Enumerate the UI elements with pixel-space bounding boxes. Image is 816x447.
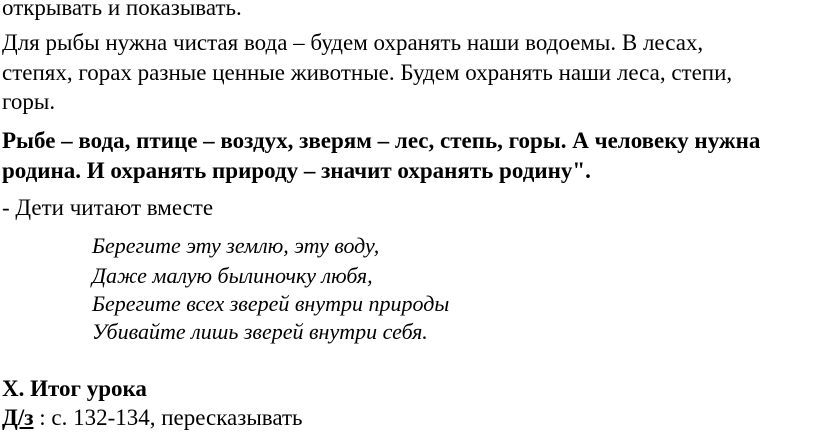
section-title: X. Итог урока [2, 376, 147, 401]
paragraph-line: горы. [2, 89, 56, 114]
poem-line: Даже малую былиночку любя, [92, 263, 373, 288]
paragraph-line: степях, горах разные ценные животные. Будем охранять наши леса, степи, [2, 60, 733, 85]
paragraph-line: открывать и показывать. [2, 0, 242, 20]
instruction-text: - Дети читают вместе [2, 195, 214, 220]
bold-paragraph-line: родина. И охранять природу – значит охранять родину". [2, 158, 591, 183]
homework-line [2, 404, 303, 432]
poem-line: Берегите всех зверей внутри природы [92, 291, 450, 316]
paragraph-line: Для рыбы нужна чистая вода – будем охранять наши водоемы. В лесах, [2, 30, 704, 55]
homework-text: : с. 132-134, пересказывать [33, 405, 303, 430]
poem-line: Берегите эту землю, эту воду, [92, 233, 380, 258]
homework-label: Д/з [2, 405, 34, 430]
poem-line: Убивайте лишь зверей внутри себя. [92, 319, 428, 344]
bold-paragraph-line: Рыбе – вода, птице – воздух, зверям – лес, степь, горы. А человеку нужна [2, 128, 761, 153]
